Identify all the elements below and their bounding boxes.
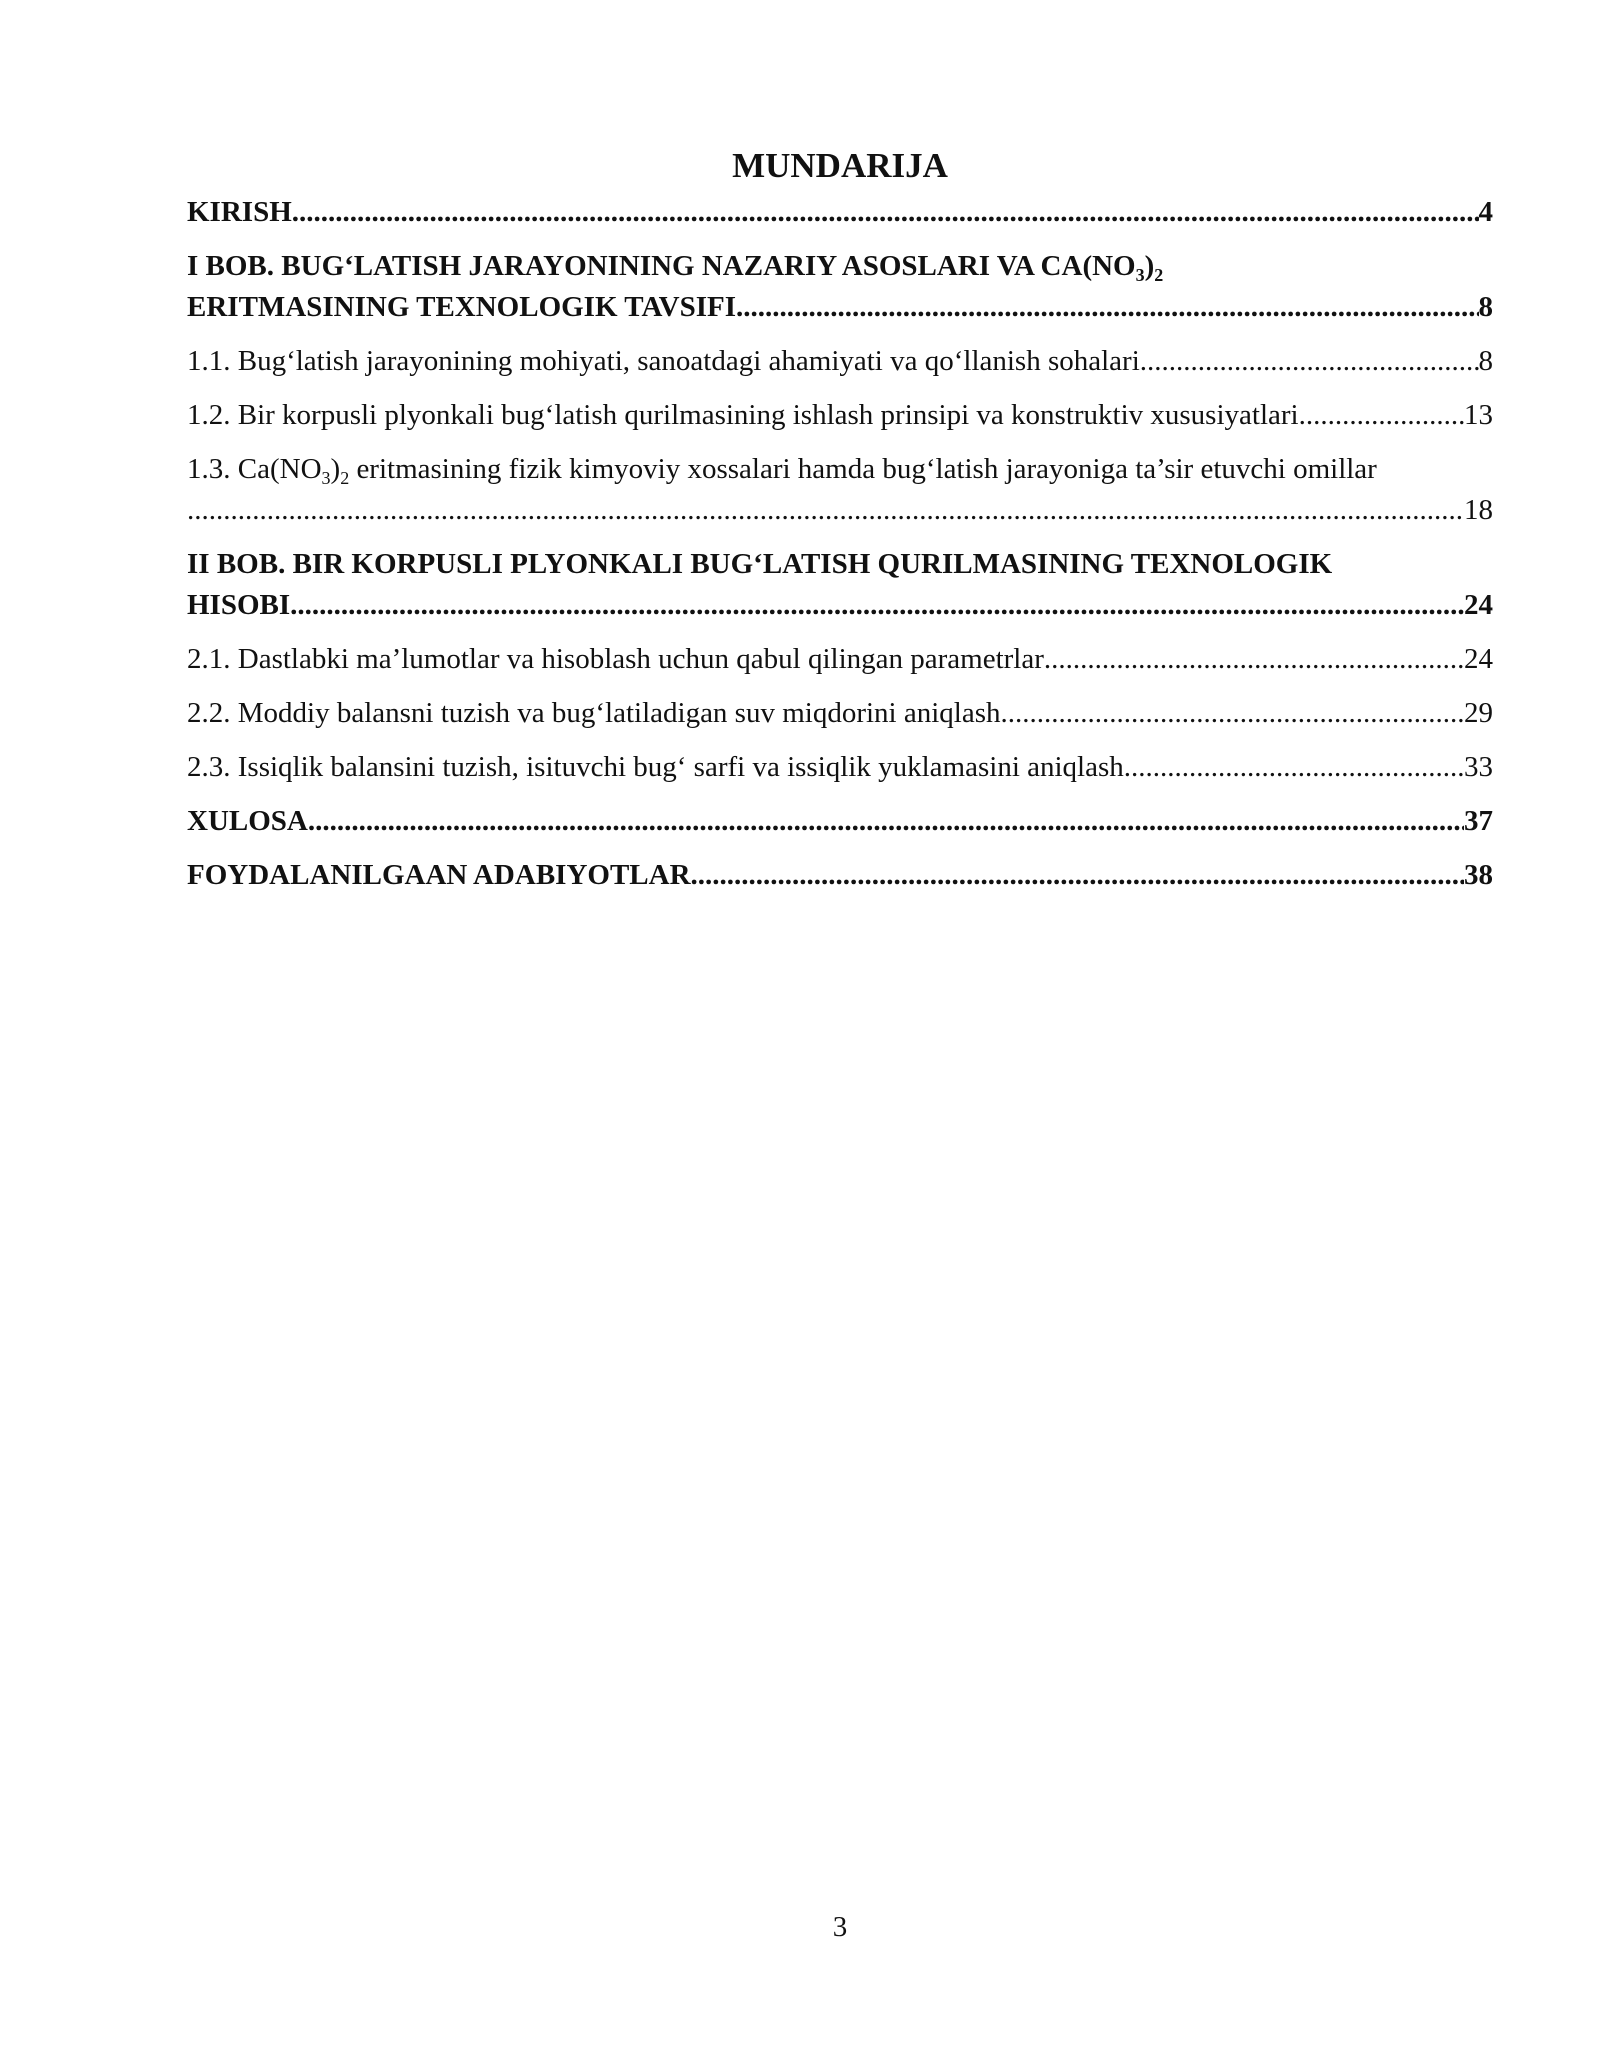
toc-entry-2-3[interactable]	[187, 747, 1493, 788]
subscript: 3	[1135, 265, 1145, 285]
table-of-contents	[187, 192, 1493, 896]
toc-entry-text: ERITMASINING TEXNOLOGIK TAVSIFI	[187, 291, 737, 323]
toc-entry-text: 2.3. Issiqlik balansini tuzish, isituvchi bug‘ sarfi va issiqlik yuklamasini aniqlash	[187, 751, 1124, 783]
toc-entry-text: FOYDALANILGAAN ADABIYOTLAR	[187, 859, 691, 891]
toc-entry-chapter-1[interactable]	[187, 246, 1493, 328]
dot-leader	[308, 801, 1464, 842]
toc-entry-kirish[interactable]	[187, 192, 1493, 233]
toc-entry-page: 37	[1464, 805, 1493, 837]
dot-leader	[292, 192, 1479, 233]
toc-entry-text-line1-mid: )	[1144, 250, 1155, 282]
toc-entry-1-2[interactable]	[187, 395, 1493, 436]
dot-leader	[1001, 693, 1464, 734]
toc-entry-text-line1: I BOB. BUG‘LATISH JARAYONINING NAZARIY ASOSLARI VA CA(NO	[187, 250, 1136, 282]
toc-entry-page: 13	[1464, 399, 1493, 431]
toc-entry-page: 24	[1464, 589, 1493, 621]
toc-entry-text: 2.2. Moddiy balansni tuzish va bug‘latiladigan suv miqdorini aniqlash	[187, 697, 1001, 729]
dot-leader	[1124, 747, 1464, 788]
toc-entry-2-1[interactable]	[187, 639, 1493, 680]
subscript: 2	[1154, 265, 1164, 285]
toc-entry-page: 33	[1464, 751, 1493, 783]
dot-leader	[1140, 341, 1479, 382]
toc-entry-page: 29	[1464, 697, 1493, 729]
toc-entry-1-1[interactable]	[187, 341, 1493, 382]
toc-entry-text: HISOBI	[187, 589, 291, 621]
toc-entry-text-line1: 1.3. Ca(NO	[187, 453, 322, 485]
toc-entry-page: 24	[1464, 643, 1493, 675]
toc-entry-text-line1-mid: )	[330, 453, 341, 485]
dot-leader	[691, 855, 1464, 896]
toc-entry-text: XULOSA	[187, 805, 308, 837]
toc-entry-2-2[interactable]	[187, 693, 1493, 734]
toc-entry-text: 1.1. Bug‘latish jarayonining mohiyati, sanoatdagi ahamiyati va qo‘llanish sohalari	[187, 345, 1140, 377]
toc-entry-page: 18	[1464, 494, 1493, 526]
dot-leader	[290, 585, 1464, 626]
dot-leader	[736, 287, 1478, 328]
toc-entry-page: 38	[1464, 859, 1493, 891]
toc-entry-text-line1: II BOB. BIR KORPUSLI PLYONKALI BUG‘LATISH QURILMASINING TEXNOLOGIK	[187, 548, 1333, 580]
dot-leader	[1044, 639, 1464, 680]
page-number: 3	[832, 1911, 848, 1943]
toc-entry-1-3[interactable]	[187, 449, 1493, 531]
dot-leader	[187, 490, 1464, 531]
toc-entry-chapter-2[interactable]	[187, 544, 1493, 626]
toc-entry-text-line1-post: eritmasining fizik kimyoviy xossalari hamda bug‘latish jarayoniga ta’sir etuvchi omillar	[349, 453, 1377, 485]
toc-entry-xulosa[interactable]	[187, 801, 1493, 842]
toc-entry-references[interactable]	[187, 855, 1493, 896]
toc-title: MUNDARIJA	[732, 146, 948, 185]
toc-entry-text: 2.1. Dastlabki ma’lumotlar va hisoblash uchun qabul qilingan parametrlar	[187, 643, 1044, 675]
subscript: 3	[321, 468, 331, 488]
toc-entry-page: 8	[1478, 291, 1493, 323]
toc-entry-text: 1.2. Bir korpusli plyonkali bug‘latish qurilmasining ishlash prinsipi va konstruktiv xususiyatlari	[187, 399, 1299, 431]
dot-leader	[1299, 395, 1464, 436]
subscript: 2	[340, 468, 350, 488]
toc-entry-page: 8	[1478, 345, 1493, 377]
toc-entry-page: 4	[1478, 196, 1493, 228]
toc-entry-text: KIRISH	[187, 196, 292, 228]
